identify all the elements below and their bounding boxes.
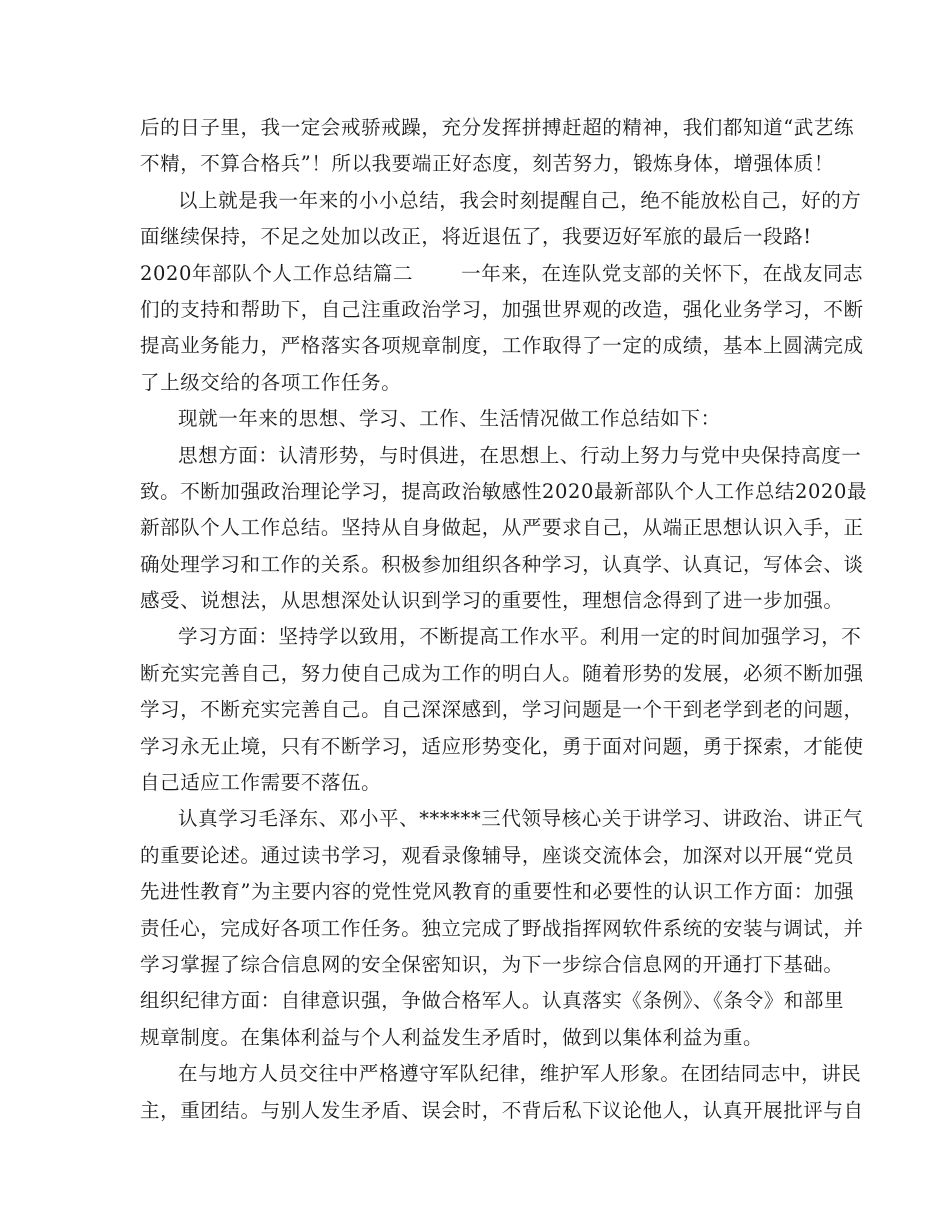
text-line: 学习方面：坚持学以致用，不断提高工作水平。利用一定的时间加强学习，不 <box>178 625 862 649</box>
text-line: 思想方面：认清形势，与时俱进，在思想上、行动上努力与党中央保持高度一 <box>178 443 862 467</box>
text-line: 新部队个人工作总结。坚持从自身做起，从严要求自己，从端正思想认识入手，正 <box>140 516 864 540</box>
text-line: 确处理学习和工作的关系。积极参加组织各种学习，认真学、认真记，写体会、谈 <box>140 552 864 576</box>
text-line: 组织纪律方面：自律意识强，争做合格军人。认真落实《条例》、《条令》和部里 <box>140 989 845 1013</box>
text-line: 学习，不断充实完善自己。自己深深感到，学习问题是一个干到老学到老的问题， <box>140 698 864 722</box>
text-line: 了上级交给的各项工作任务。 <box>140 370 402 394</box>
text-line: 在与地方人员交往中严格遵守军队纪律，维护军人形象。在团结同志中，讲民 <box>178 1062 862 1086</box>
text-line: 先进性教育”为主要内容的党性党风教育的重要性和必要性的认识工作方面：加强 <box>140 880 855 904</box>
text-line: 提高业务能力，严格落实各项规章制度，工作取得了一定的成绩，基本上圆满完成 <box>140 334 864 358</box>
document-body <box>140 110 868 1129</box>
text-line <box>140 256 864 292</box>
text-line: 感受、说想法，从思想深处认识到学习的重要性，理想信念得到了进一步加强。 <box>140 589 844 613</box>
text-line: 后的日子里，我一定会戒骄戒躁，充分发挥拼搏赶超的精神，我们都知道“武艺练 <box>140 116 855 139</box>
text-line: 主，重团结。与别人发生矛盾、误会时，不背后私下议论他人，认真开展批评与自 <box>140 1098 864 1122</box>
paragraph-start: 一年来，在连队党支部的关怀下，在战友同志 <box>461 261 864 285</box>
text-line: 的重要论述。通过读书学习，观看录像辅导，座谈交流体会，加深对以开展“党员 <box>140 843 855 867</box>
text-line: 规章制度。在集体利益与个人利益发生矛盾时，做到以集体利益为重。 <box>140 1025 764 1049</box>
text-line: 责任心，完成好各项工作任务。独立完成了野战指挥网软件系统的安装与调试，并 <box>140 916 864 940</box>
text-line: 断充实完善自己，努力使自己成为工作的明白人。随着形势的发展，必须不断加强 <box>140 661 864 685</box>
text-line: 自己适应工作需要不落伍。 <box>140 771 382 795</box>
text-line: 以上就是我一年来的小小总结，我会时刻提醒自己，绝不能放松自己，好的方 <box>178 188 862 212</box>
text-line: 现就一年来的思想、学习、工作、生活情况做工作总结如下： <box>178 407 721 431</box>
text-line: 们的支持和帮助下，自己注重政治学习，加强世界观的改造，强化业务学习，不断 <box>140 297 864 321</box>
section-heading: 2020年部队个人工作总结篇二 <box>140 261 414 285</box>
text-line: 面继续保持，不足之处加以改正，将近退伍了，我要迈好军旅的最后一段路! <box>140 225 812 249</box>
text-line: 学习掌握了综合信息网的安全保密知识，为下一步综合信息网的开通打下基础。 <box>140 952 844 976</box>
text-line: 认真学习毛泽东、邓小平、******三代领导核心关于讲学习、讲政治、讲正气 <box>178 807 864 831</box>
text-line: 不精，不算合格兵”！所以我要端正好态度，刻苦努力，锻炼身体，增强体质！ <box>140 152 834 176</box>
text-line: 学习永无止境，只有不断学习，适应形势变化，勇于面对问题，勇于探索，才能使 <box>140 734 864 758</box>
text-line: 致。不断加强政治理论学习，提高政治敏感性2020最新部队个人工作总结2020最 <box>140 479 868 503</box>
